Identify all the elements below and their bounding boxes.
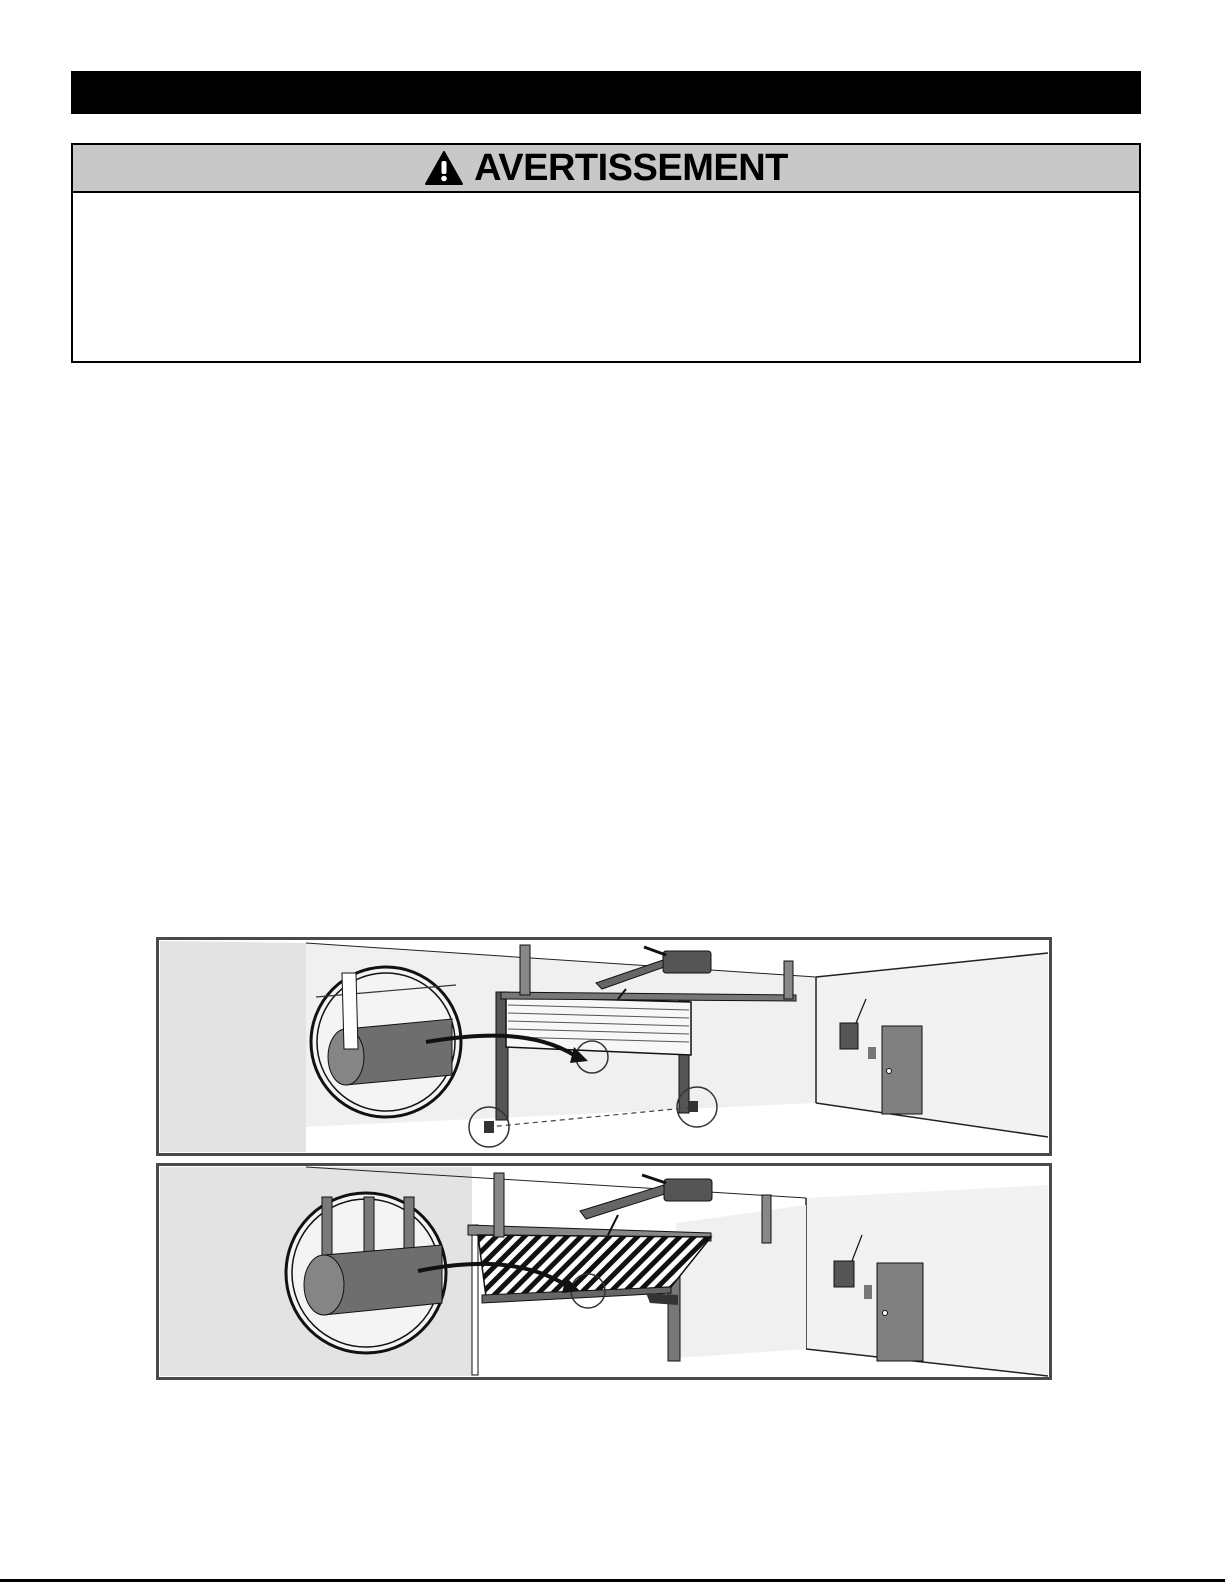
warning-box xyxy=(71,143,1141,363)
figure-sectional-door xyxy=(156,937,1052,1156)
warning-title: AVERTISSEMENT xyxy=(474,146,788,189)
warning-banner xyxy=(73,145,1139,193)
page-bottom-rule xyxy=(0,1579,1225,1582)
warning-triangle-icon xyxy=(424,150,464,186)
figure-one-piece-door xyxy=(156,1163,1052,1380)
section-header-bar xyxy=(71,71,1141,114)
